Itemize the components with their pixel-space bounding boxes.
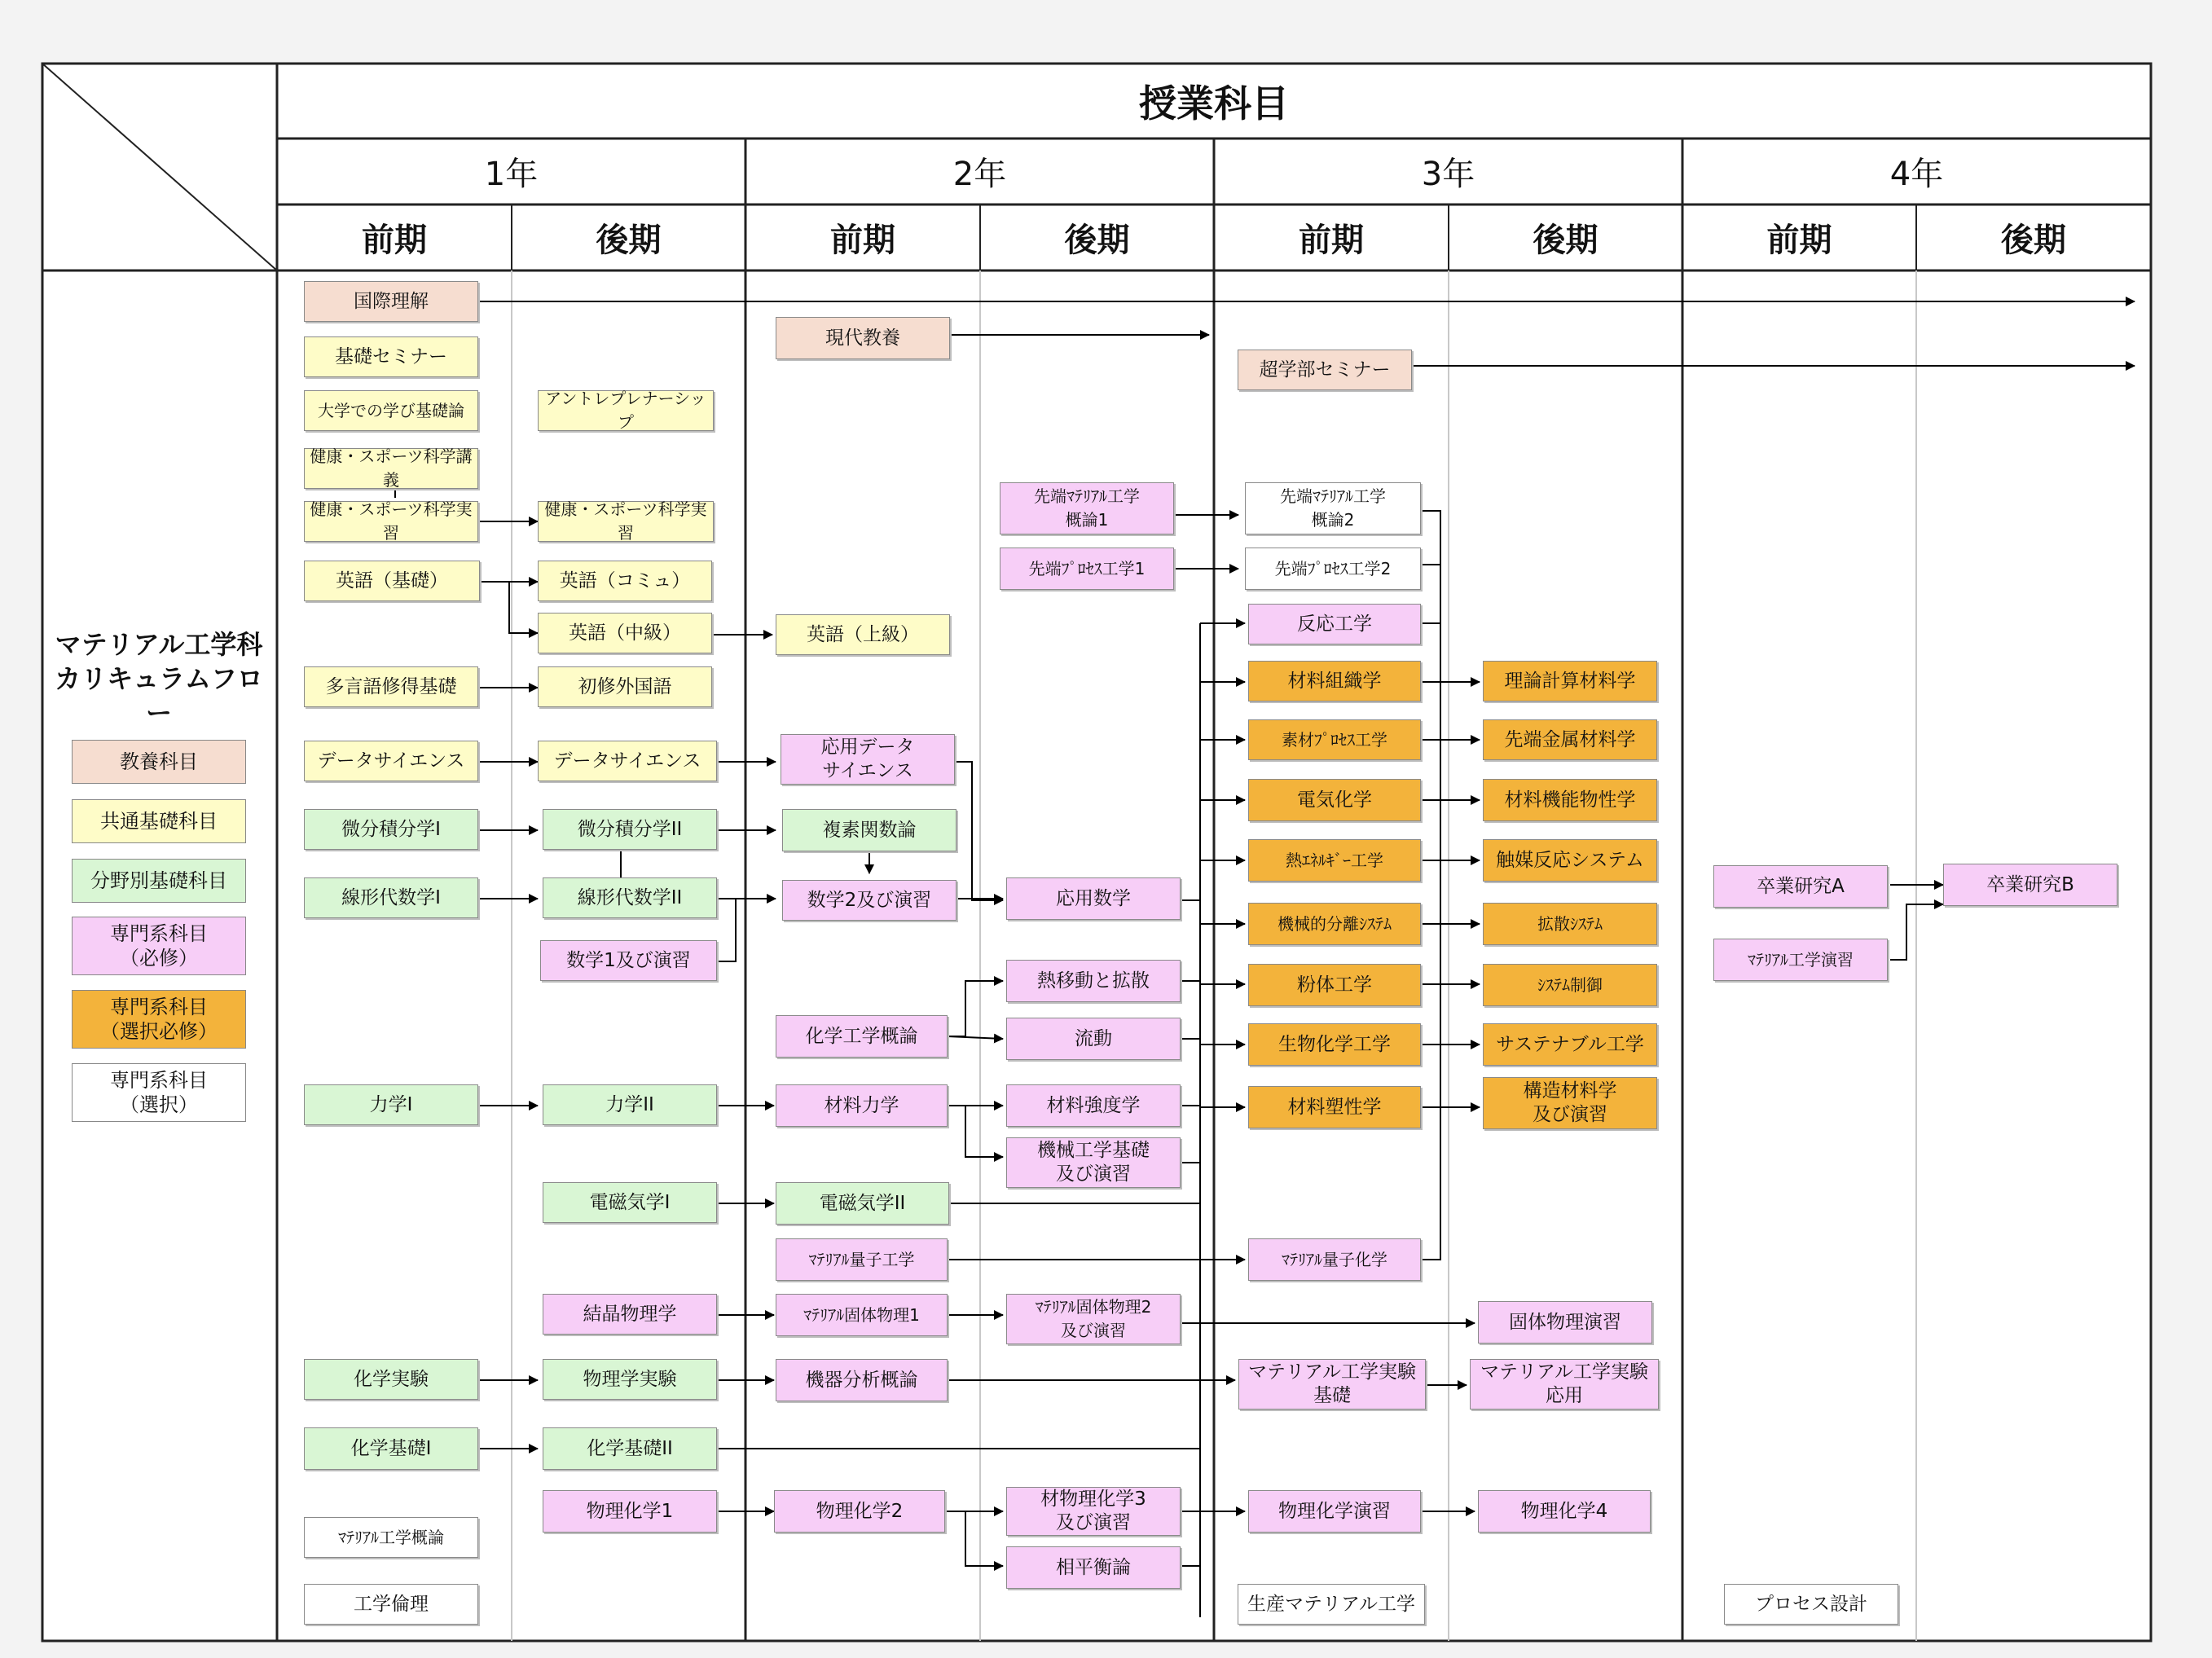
course-bibun-2[interactable]: 微分積分学II	[543, 809, 717, 850]
course-seisan[interactable]: 生産マテリアル工学	[1238, 1584, 1425, 1625]
legend-free: 専門系科目 （選択）	[72, 1063, 246, 1122]
course-eigo-chu[interactable]: 英語（中級）	[538, 613, 712, 653]
course-ds-2[interactable]: データサイエンス	[538, 741, 717, 781]
course-shokubai[interactable]: 触媒反応システム	[1483, 839, 1657, 882]
course-butsuka-4[interactable]: 物理化学4	[1478, 1490, 1651, 1533]
course-senkei-1[interactable]: 線形代数学I	[304, 877, 478, 918]
course-zairyo-soshiki[interactable]: 材料組織学	[1248, 661, 1421, 701]
course-ryoshi-kogaku[interactable]: ﾏﾃﾘｱﾙ量子工学	[776, 1238, 948, 1281]
course-daigaku[interactable]: 大学での学び基礎論	[304, 390, 478, 431]
header-term-8: 後期	[2001, 222, 2066, 259]
course-rinri[interactable]: 工学倫理	[304, 1584, 478, 1625]
course-kiso-seminar[interactable]: 基礎セミナー	[304, 336, 478, 377]
course-fukuso[interactable]: 複素関数論	[782, 809, 956, 851]
course-kessho[interactable]: 結晶物理学	[543, 1294, 717, 1335]
course-eigo-kiso[interactable]: 英語（基礎）	[304, 561, 480, 601]
header-term-4: 後期	[1064, 222, 1130, 259]
header-title: 授業科目	[1139, 81, 1289, 125]
course-butsuka-1[interactable]: 物理化学1	[543, 1490, 717, 1533]
course-entre[interactable]: アントレプレナーシップ	[538, 390, 714, 431]
course-kikai-kiso[interactable]: 機械工学基礎 及び演習	[1006, 1137, 1181, 1188]
course-sustain[interactable]: サステナブル工学	[1483, 1023, 1657, 1066]
course-sentan-kinzoku[interactable]: 先端金属材料学	[1483, 719, 1657, 760]
course-mat-jikken-kiso[interactable]: マテリアル工学実験 基礎	[1238, 1359, 1426, 1410]
course-kiki[interactable]: 機器分析概論	[776, 1359, 948, 1401]
header-year-3: 3年	[1421, 156, 1475, 193]
course-kenko-jisshu-2[interactable]: 健康・スポーツ科学実習	[538, 501, 714, 542]
course-rikigaku-1[interactable]: 力学I	[304, 1084, 478, 1125]
course-riron[interactable]: 理論計算材料学	[1483, 661, 1657, 701]
course-process[interactable]: プロセス設計	[1724, 1584, 1898, 1625]
course-rikigaku-2[interactable]: 力学II	[543, 1084, 717, 1125]
course-mat-gairon[interactable]: ﾏﾃﾘｱﾙ工学概論	[304, 1517, 478, 1558]
course-zairyo-kyodo[interactable]: 材料強度学	[1006, 1084, 1181, 1127]
course-sosei[interactable]: 材料塑性学	[1248, 1086, 1421, 1128]
course-netsu-ene[interactable]: 熱ｴﾈﾙｷﾞｰ工学	[1248, 839, 1421, 882]
course-funtai[interactable]: 粉体工学	[1248, 964, 1421, 1006]
course-ryoshi-kagaku[interactable]: ﾏﾃﾘｱﾙ量子化学	[1248, 1238, 1421, 1281]
course-kenko-jisshu-1[interactable]: 健康・スポーツ科学実習	[304, 501, 478, 542]
course-kokusai[interactable]: 国際理解	[304, 281, 478, 322]
course-butsuka-3[interactable]: 材物理化学3 及び演習	[1006, 1487, 1181, 1536]
course-oyo-sugaku[interactable]: 応用数学	[1006, 877, 1181, 920]
course-sotsuken-b[interactable]: 卒業研究B	[1943, 864, 2117, 906]
course-shoshu[interactable]: 初修外国語	[538, 666, 712, 707]
course-sugaku-2[interactable]: 数学2及び演習	[782, 880, 956, 921]
course-butsuka-ensyu[interactable]: 物理化学演習	[1248, 1490, 1421, 1533]
legend-hissu: 専門系科目 （必修）	[72, 917, 246, 975]
legend-bunya: 分野別基礎科目	[72, 859, 246, 903]
course-sugaku-1[interactable]: 数学1及び演習	[540, 940, 717, 981]
header-term-3: 前期	[830, 222, 895, 259]
course-kikai-bunri[interactable]: 機械的分離ｼｽﾃﾑ	[1248, 903, 1421, 945]
course-chogakubu[interactable]: 超学部セミナー	[1238, 350, 1412, 390]
course-kotai-ensyu[interactable]: 固体物理演習	[1478, 1301, 1652, 1344]
header-term-1: 前期	[362, 222, 427, 259]
course-kozo[interactable]: 構造材料学 及び演習	[1483, 1077, 1657, 1129]
header-year-2: 2年	[952, 156, 1007, 193]
department-title: マテリアル工学科 カリキュラムフロー	[55, 629, 263, 728]
course-kotai-1[interactable]: ﾏﾃﾘｱﾙ固体物理1	[776, 1294, 948, 1336]
course-denji-2[interactable]: 電磁気学II	[776, 1182, 949, 1225]
header-term-5: 前期	[1299, 222, 1364, 259]
course-zairyo-rikigaku[interactable]: 材料力学	[776, 1084, 948, 1127]
header-term-6: 後期	[1533, 222, 1599, 259]
header-year-4: 4年	[1889, 156, 1944, 193]
course-system[interactable]: ｼｽﾃﾑ制御	[1483, 964, 1657, 1006]
course-kagaku-kiso-2[interactable]: 化学基礎II	[543, 1427, 717, 1470]
course-butsuka-2[interactable]: 物理化学2	[774, 1490, 945, 1533]
course-mat-jikken-oyo[interactable]: マテリアル工学実験 応用	[1470, 1359, 1659, 1410]
course-sentan-mat-1[interactable]: 先端ﾏﾃﾘｱﾙ工学 概論1	[1000, 482, 1174, 534]
course-senkei-2[interactable]: 線形代数学II	[543, 877, 717, 918]
course-netsu-ido[interactable]: 熱移動と拡散	[1006, 960, 1181, 1002]
course-sozai[interactable]: 素材ﾌﾟﾛｾｽ工学	[1248, 719, 1421, 760]
course-kagaku-gairon[interactable]: 化学工学概論	[776, 1015, 948, 1058]
header-year-1: 1年	[484, 156, 539, 193]
course-kenko-kogi[interactable]: 健康・スポーツ科学講義	[304, 448, 478, 489]
course-gendai[interactable]: 現代教養	[776, 317, 950, 359]
course-sentan-pro-1[interactable]: 先端ﾌﾟﾛｾｽ工学1	[1000, 548, 1174, 590]
course-eigo-comm[interactable]: 英語（コミュ）	[538, 561, 712, 601]
course-kagaku-jikken[interactable]: 化学実験	[304, 1359, 478, 1400]
course-mat-ensyu[interactable]: ﾏﾃﾘｱﾙ工学演習	[1713, 939, 1888, 981]
course-sentan-pro-2[interactable]: 先端ﾌﾟﾛｾｽ工学2	[1245, 548, 1421, 590]
course-ds-app[interactable]: 応用データ サイエンス	[781, 734, 955, 785]
course-denki-kagaku[interactable]: 電気化学	[1248, 779, 1421, 821]
course-kagaku-kiso-1[interactable]: 化学基礎I	[304, 1427, 478, 1470]
course-seibutsu[interactable]: 生物化学工学	[1248, 1023, 1421, 1066]
header-term-7: 前期	[1766, 222, 1832, 259]
legend-kyoyo: 教養科目	[72, 740, 246, 784]
course-sohei[interactable]: 相平衡論	[1006, 1546, 1181, 1589]
course-butsuri-jikken[interactable]: 物理学実験	[543, 1359, 717, 1400]
course-kino[interactable]: 材料機能物性学	[1483, 779, 1657, 821]
course-hanno[interactable]: 反応工学	[1248, 604, 1421, 644]
course-sotsuken-a[interactable]: 卒業研究A	[1713, 865, 1888, 908]
course-tagengo[interactable]: 多言語修得基礎	[304, 666, 478, 707]
course-sentan-mat-2[interactable]: 先端ﾏﾃﾘｱﾙ工学 概論2	[1245, 482, 1421, 534]
course-ryudo[interactable]: 流動	[1006, 1018, 1181, 1060]
header-term-2: 後期	[596, 222, 662, 259]
legend-kiso: 共通基礎科目	[72, 799, 246, 843]
course-kakusan[interactable]: 拡散ｼｽﾃﾑ	[1483, 903, 1657, 945]
course-bibun-1[interactable]: 微分積分学I	[304, 809, 478, 850]
legend-sentaku: 専門系科目 （選択必修）	[72, 990, 246, 1049]
course-kotai-2[interactable]: ﾏﾃﾘｱﾙ固体物理2 及び演習	[1006, 1294, 1181, 1344]
course-eigo-jo[interactable]: 英語（上級）	[776, 614, 950, 655]
course-ds-1[interactable]: データサイエンス	[304, 741, 478, 781]
course-denji-1[interactable]: 電磁気学I	[543, 1182, 717, 1223]
